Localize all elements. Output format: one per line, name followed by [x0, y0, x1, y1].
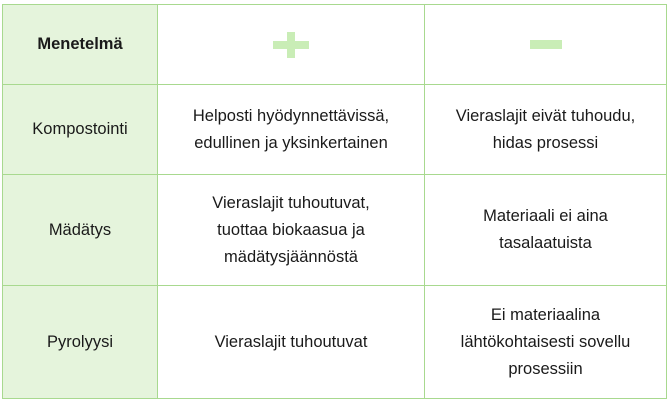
minus-icon: [530, 40, 562, 49]
header-row: [3, 5, 667, 85]
method-cell: [3, 175, 158, 286]
method-cell: [3, 85, 158, 175]
pros-line: Vieraslajit tuhoutuvat,: [212, 193, 370, 212]
cons-line: prosessiin: [508, 359, 583, 378]
cons-line: Materiaali ei aina: [483, 207, 608, 225]
pros-header-cell: [158, 5, 425, 85]
cons-header-cell: [425, 5, 667, 85]
pros-line: edullinen ja yksinkertainen: [194, 133, 388, 152]
cons-line: lähtökohtaisesti sovellu: [460, 332, 631, 351]
pros-line: Vieraslajit tuhoutuvat: [214, 332, 368, 351]
cons-line: hidas prosessi: [492, 133, 599, 152]
pros-cell: [158, 85, 425, 175]
table-row: [3, 85, 667, 175]
cons-line: Vieraslajit eivät tuhoudu,: [455, 106, 636, 125]
cons-line: tasalaatuista: [499, 234, 592, 252]
method-name: Mädätys: [48, 220, 112, 239]
methods-comparison-table: [2, 4, 667, 399]
method-header-label: Menetelmä: [37, 35, 123, 53]
pros-line: tuottaa biokaasua ja: [217, 220, 365, 239]
method-name: Pyrolyysi: [46, 332, 113, 351]
table-row: [3, 286, 667, 399]
pros-cell: [158, 175, 425, 286]
method-name: Kompostointi: [32, 120, 128, 138]
plus-icon: [273, 32, 309, 58]
cons-cell: [425, 175, 667, 286]
pros-line: mädätysjäännöstä: [224, 247, 358, 266]
cons-line: Ei materiaalina: [490, 305, 601, 324]
method-header-cell: [3, 5, 158, 85]
cons-cell: [425, 85, 667, 175]
pros-cell: [158, 286, 425, 399]
pros-line: Helposti hyödynnettävissä,: [192, 106, 390, 125]
method-cell: [3, 286, 158, 399]
table-row: [3, 175, 667, 286]
cons-cell: [425, 286, 667, 399]
